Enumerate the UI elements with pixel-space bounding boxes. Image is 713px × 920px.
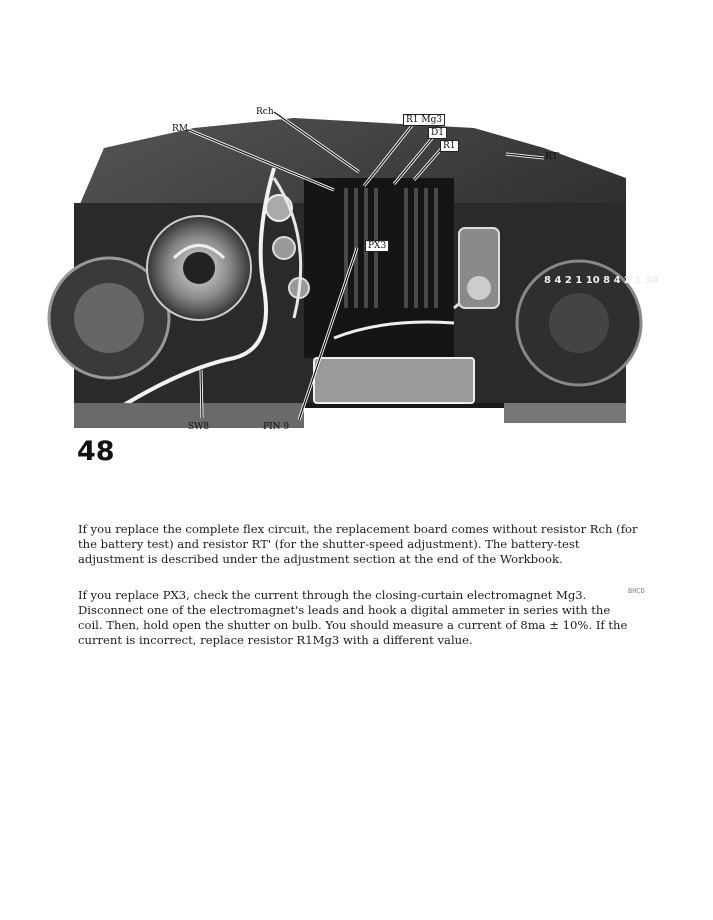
paragraph-flex-circuit: [78, 522, 638, 567]
label-rch: Rch: [256, 107, 274, 117]
figure-number: 48: [76, 436, 119, 468]
label-r1mg3: R1 Mg3: [403, 114, 445, 126]
paragraph-text: If you replace PX3, check the current through the closing-curtain electromagnet Mg3. Disconnect one of the electromagnet's leads and hook a digital ammeter in series with the coil. Then, hold open the shutter on bulb. You should measure a current of 8ma ± 10%. If the current is incorrect, replace resistor R1Mg3 with a different value.: [78, 588, 628, 647]
margin-note: BHCD: [628, 587, 645, 595]
label-rt-prime: RT': [545, 152, 561, 162]
label-r1: R1: [440, 140, 459, 152]
label-rm: RM: [172, 124, 188, 134]
paragraph-text: If you replace the complete flex circuit, the replacement board comes without resistor Rch (for the battery test) and resistor RT' (for the shutter-speed adjustment). The battery-test adjustment is described under the adjustment section at the end of the Workbook.: [78, 522, 638, 566]
label-pin9: PIN 9: [263, 422, 290, 432]
label-px3: PX3: [365, 240, 389, 252]
mechanism-photo: [74, 108, 659, 468]
label-sw8: SW8: [188, 422, 210, 432]
label-d1: D1: [428, 127, 447, 139]
dial-digits: 8 4 2 1 10 8 4 2 1 30: [544, 275, 659, 286]
paragraph-px3: [78, 588, 638, 648]
